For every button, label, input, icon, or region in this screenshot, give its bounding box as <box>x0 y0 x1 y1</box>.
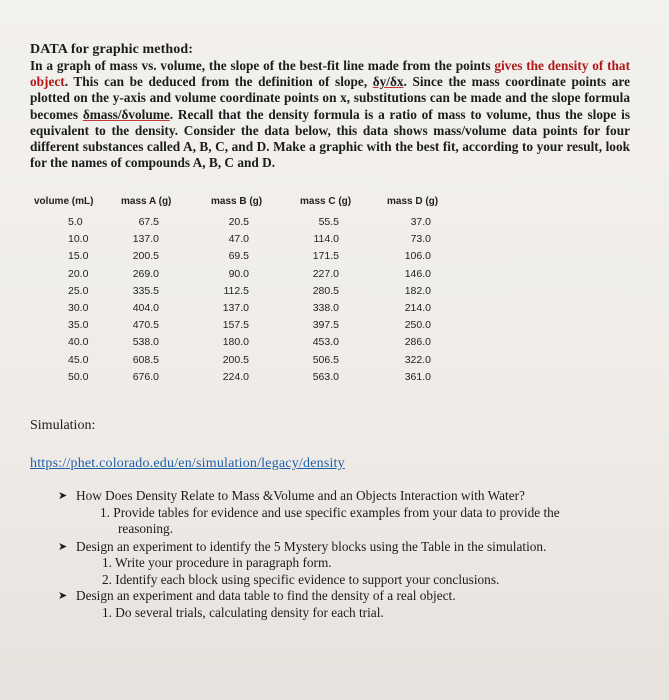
table-cell: 470.5 <box>132 319 159 332</box>
simulation-label: Simulation: <box>30 418 96 433</box>
table-cell: 112.5 <box>223 284 249 297</box>
table-cell: 25.0 <box>68 284 89 297</box>
question-3-item-1: 1. Do several trials, calculating density for each trial. <box>102 604 384 620</box>
question-list <box>58 488 618 621</box>
header-mass-d: mass D (g) <box>387 196 439 207</box>
question-2: ➤ Design an experiment to identify the 5 Mystery blocks using the Table in the simulation. <box>58 539 618 556</box>
table-cell: 361.0 <box>404 370 431 383</box>
header-mass-b: mass B (g) <box>211 196 263 207</box>
table-cell: 5.0 <box>68 216 83 228</box>
table-cell: 506.5 <box>312 353 339 366</box>
table-cell: 171.5 <box>312 250 339 263</box>
table-cell: 20.0 <box>68 267 89 280</box>
table-cell: 45.0 <box>68 353 89 366</box>
question-2-item-1: 1. Write your procedure in paragraph form. <box>102 555 332 570</box>
table-cell: 250.0 <box>404 319 431 332</box>
table-cell: 453.0 <box>312 336 339 349</box>
table-cell: 538.0 <box>132 336 159 349</box>
table-cell: 47.0 <box>228 233 249 246</box>
para-text-2: . This can be deduced from the definition of slope, <box>64 74 373 90</box>
table-cell: 338.0 <box>312 302 339 314</box>
header-mass-c: mass C (g) <box>300 196 352 207</box>
question-2-item-2: 2. Identify each block using specific evidence to support your conclusions. <box>102 571 500 587</box>
table-cell: 40.0 <box>68 336 89 349</box>
question-1-item-1: 1. Provide tables for evidence and use specific examples from your data to provide the reasoning. <box>100 504 560 536</box>
table-cell: 200.5 <box>132 250 159 263</box>
table-cell: 322.0 <box>404 353 431 366</box>
table-cell: 55.5 <box>318 216 339 228</box>
table-cell: 182.0 <box>404 284 431 297</box>
table-cell: 37.0 <box>410 216 431 228</box>
table-cell: 35.0 <box>68 319 89 332</box>
table-cell: 286.0 <box>404 336 431 349</box>
instructions-paragraph <box>30 58 630 171</box>
para-text-1: In a graph of mass vs. volume, the slope of the best-fit line made from the points <box>30 58 495 73</box>
header-mass-a: mass A (g) <box>121 196 172 207</box>
table-cell: 180.0 <box>222 336 249 349</box>
table-cell: 335.5 <box>132 284 159 297</box>
table-cell: 137.0 <box>222 302 249 314</box>
table-cell: 20.5 <box>228 216 249 228</box>
para-text-4: . Recall that the density formula is a ratio of mass to volume, thus the slope is equivalent to the density. Consider the data below, this data shows mass/volume data points for four different substances called A, B, C, and D. Make a graphic with the best fit, according to your result, look for the names of compounds A, B, C and D. <box>30 106 630 171</box>
table-cell: 106.0 <box>404 250 431 263</box>
table-cell: 50.0 <box>68 370 89 383</box>
table-cell: 224.0 <box>222 370 249 383</box>
table-cell: 214.0 <box>404 302 431 314</box>
table-cell: 200.5 <box>222 353 249 366</box>
table-cell: 227.0 <box>312 267 339 280</box>
table-cell: 15.0 <box>68 250 89 263</box>
table-cell: 269.0 <box>132 267 159 280</box>
question-1: ➤ How Does Density Relate to Mass &Volume and an Objects Interaction with Water? <box>58 488 618 505</box>
table-cell: 69.5 <box>228 250 249 263</box>
table-cell: 404.0 <box>132 302 159 314</box>
table-cell: 67.5 <box>138 216 159 228</box>
table-cell: 137.0 <box>132 233 159 246</box>
slope-symbol: δy/δx <box>372 74 404 90</box>
table-cell: 146.0 <box>404 267 431 280</box>
table-cell: 608.5 <box>132 353 159 366</box>
para-text-3: . Since the mass coordinate points are plotted on the y-axis and volume coordinate points on x, substitutions can be made and the slope formula becomes <box>30 74 630 122</box>
table-cell: 10.0 <box>68 233 89 246</box>
header-volume: volume (mL) <box>34 196 94 207</box>
table-cell: 397.5 <box>312 319 339 332</box>
slope-formula: δmass/δvolume <box>82 106 170 122</box>
question-3: ➤ Design an experiment and data table to find the density of a real object. <box>58 588 618 605</box>
section-heading: DATA for graphic method: <box>30 42 194 57</box>
table-cell: 114.0 <box>313 233 339 246</box>
data-table <box>34 196 474 396</box>
table-cell: 563.0 <box>312 370 339 383</box>
simulation-link[interactable]: https://phet.colorado.edu/en/simulation/legacy/density <box>30 456 345 471</box>
table-cell: 157.5 <box>222 319 249 332</box>
table-cell: 90.0 <box>228 267 249 280</box>
table-cell: 676.0 <box>132 370 159 383</box>
table-cell: 280.5 <box>312 284 339 297</box>
para-highlight: gives the density of that object <box>30 58 631 90</box>
table-cell: 30.0 <box>68 302 89 314</box>
table-cell: 73.0 <box>410 233 431 246</box>
